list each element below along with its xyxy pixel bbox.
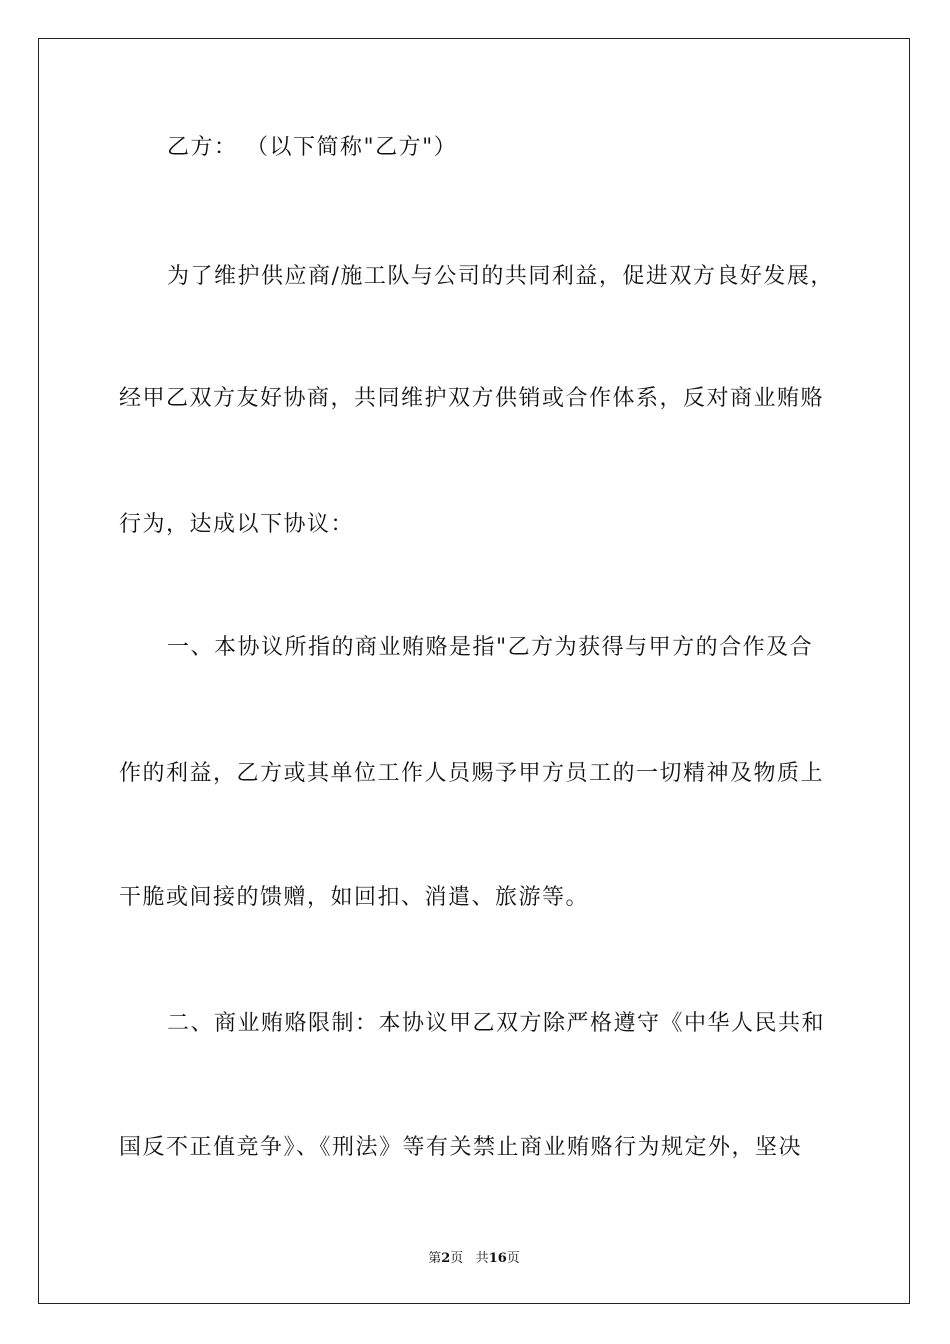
footer-page-suffix: 页: [450, 1251, 464, 1266]
footer-total-prefix: 共: [475, 1251, 489, 1266]
footer-total-pages: 16: [488, 1251, 507, 1266]
page-footer: [39, 1247, 909, 1266]
paragraph-line: 二、商业贿赂限制：本协议甲乙双方除严格遵守《中华人民共和: [167, 1011, 826, 1036]
paragraph-line: 一、本协议所指的商业贿赂是指"乙方为获得与甲方的合作及合: [167, 635, 814, 660]
footer-total-suffix: 页: [506, 1251, 520, 1266]
paragraph-line: 干脆或间接的馈赠，如回扣、消遣、旅游等。: [119, 885, 590, 910]
footer-page-number: 2: [441, 1251, 451, 1266]
paragraph-line: 为了维护供应商/施工队与公司的共同利益，促进双方良好发展，: [167, 264, 834, 289]
paragraph-line: 乙方： （以下简称"乙方"）: [167, 135, 458, 160]
paragraph-line: 作的利益，乙方或其单位工作人员赐予甲方员工的一切精神及物质上: [119, 761, 825, 786]
document-page: [38, 38, 910, 1304]
paragraph-line: 行为，达成以下协议：: [119, 512, 355, 537]
paragraph-line: 经甲乙双方友好协商，共同维护双方供销或合作体系，反对商业贿赂: [119, 386, 825, 411]
footer-page-prefix: 第: [428, 1251, 442, 1266]
paragraph-line: 国反不正值竞争》、《刑法》等有关禁止商业贿赂行为规定外，坚决: [119, 1135, 803, 1160]
